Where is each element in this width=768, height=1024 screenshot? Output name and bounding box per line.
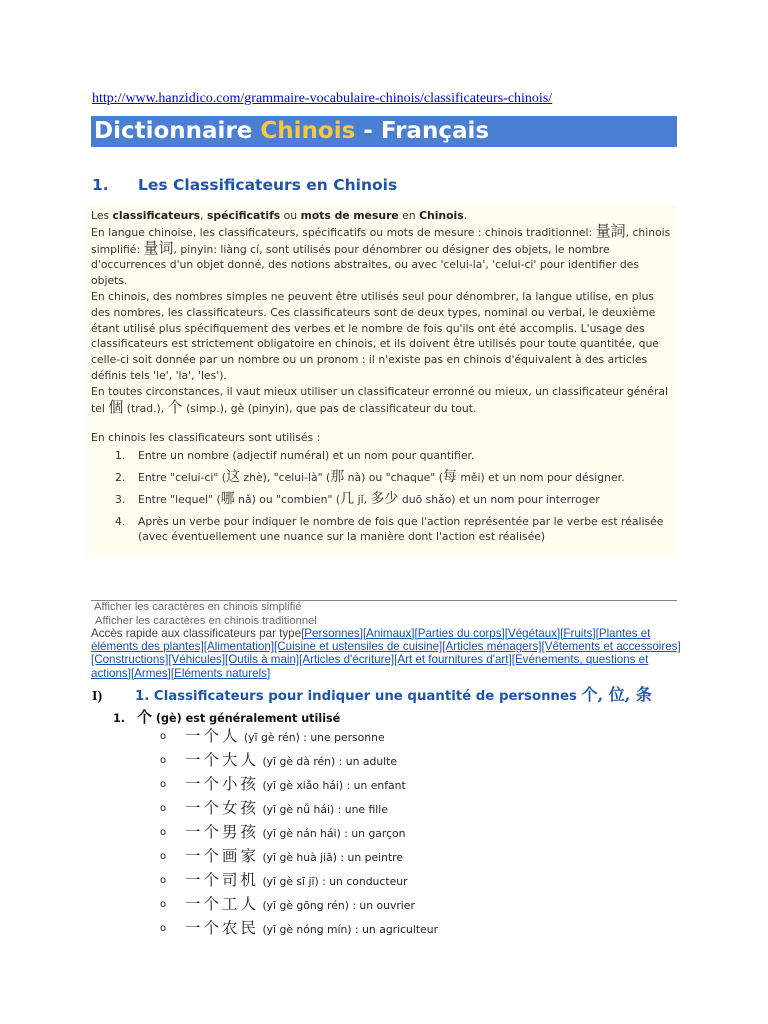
link-vehicules[interactable]: [Véhicules] <box>168 653 226 667</box>
link-parties-du-corps[interactable]: [Parties du corps] <box>414 627 505 640</box>
link-plantes[interactable]: [Plantes et éléments des plantes] <box>91 627 651 654</box>
text: jǐ, <box>354 492 371 506</box>
category-roman-number: I) <box>92 689 103 704</box>
example-meaning: : un enfant <box>346 779 406 792</box>
example-hanzi: 一个女孩 <box>185 799 260 817</box>
example-meaning: : un conducteur <box>322 875 408 888</box>
hanzi: 个 <box>167 397 183 416</box>
bullet: o <box>160 875 167 886</box>
usage-item <box>91 492 674 508</box>
example-pinyin: (yī gè sī jī) <box>262 875 319 888</box>
hanzi: 那 <box>330 468 345 485</box>
section-title: Les Classificateurs en Chinois <box>138 176 398 194</box>
text: duō shǎo) et un nom pour interroger <box>398 492 600 506</box>
bullet: o <box>160 923 167 934</box>
example-pinyin: (yī gè huà jiā) <box>262 851 337 864</box>
banner-text-dictionnaire: Dictionnaire <box>94 118 261 144</box>
item-text: Entre un nombre (adjectif numéral) et un nom pour quantifier. <box>138 449 475 463</box>
text: nà) ou "chaque" ( <box>344 470 443 484</box>
usage-intro: En chinois les classificateurs sont utilisés : <box>91 431 321 445</box>
example-item <box>160 796 388 818</box>
example-meaning: : un peintre <box>340 851 404 864</box>
subsection-number: 1. <box>113 712 126 725</box>
example-item <box>160 772 406 794</box>
example-hanzi: 一个小孩 <box>185 775 260 793</box>
usage-item <box>91 514 674 546</box>
item-number: 4. <box>115 514 126 528</box>
bullet: o <box>160 779 167 790</box>
item-text: Après un verbe pour indiquer le nombre de fois que l'action représentée par le verbe est réalisée (avec éventuellement une nuance sur la manière dont l'action est réalisée) <box>138 514 664 544</box>
example-meaning: : un ouvrier <box>352 899 415 912</box>
text: měi) et un nom pour désigner. <box>456 470 625 484</box>
example-hanzi: 一个画家 <box>185 847 260 865</box>
text: En langue chinoise, les classificateurs, spécificatifs ou mots de mesure : chinois traditionnel: <box>91 225 596 239</box>
example-hanzi: 一个工人 <box>185 895 260 913</box>
text: Entre "celui-ci" ( <box>138 470 227 484</box>
text: En toutes circonstances, il vaut mieux utiliser un classificateur erronné ou mieux, un classificateur général tel <box>91 384 668 415</box>
bullet: o <box>160 755 167 766</box>
example-item <box>160 868 408 890</box>
example-meaning: : une personne <box>303 731 385 744</box>
example-pinyin: (yī gè dà rén) <box>262 755 336 768</box>
link-outils[interactable]: [Outils à main] <box>225 653 300 667</box>
usage-item <box>91 448 674 464</box>
link-articles-menagers[interactable]: [Articles ménagers] <box>442 640 542 654</box>
display-options <box>94 601 317 628</box>
example-item <box>160 820 406 842</box>
link-alimentation[interactable]: [Alimentation] <box>203 640 275 654</box>
example-pinyin: (yī gè rén) <box>243 731 300 744</box>
classifier-hanzi: 个 <box>137 708 153 726</box>
example-hanzi: 一个大人 <box>185 751 260 769</box>
term-mots-de-mesure: mots de mesure <box>300 209 399 222</box>
quick-access <box>91 627 681 680</box>
link-fruits[interactable]: [Fruits] <box>560 627 596 640</box>
section-number: 1. <box>92 176 109 194</box>
link-vetements[interactable]: [Vêtements et accessoires] <box>541 640 681 654</box>
usage-list <box>91 448 674 545</box>
link-personnes[interactable]: [Personnes] <box>301 627 363 640</box>
hanzi: 個 <box>108 397 124 416</box>
example-item <box>160 892 415 914</box>
text: zhè), "celui-là" ( <box>240 470 331 484</box>
term-classificateurs: classificateurs <box>112 209 201 222</box>
example-item <box>160 748 397 770</box>
term-specificatifs: spécificatifs <box>206 209 281 222</box>
option-traditional-link[interactable]: Afficher les caractères en chinois traditionnel <box>95 614 317 627</box>
intro-line-1 <box>91 208 674 224</box>
text: (simp.), gè (pinyin), que pas de classificateur du tout. <box>182 401 477 415</box>
link-art[interactable]: [Art et fournitures d'art] <box>394 653 512 667</box>
link-constructions[interactable]: [Constructions] <box>91 653 169 667</box>
example-item <box>160 844 403 866</box>
example-meaning: : un adulte <box>338 755 398 768</box>
hanzi-traditional: 量詞 <box>595 221 626 240</box>
text: (trad.), <box>123 401 168 415</box>
text: Les <box>91 209 113 222</box>
text: , pinyin: liàng cí, sont utilisés pour dénombrer ou désigner des objets, le nombre d'occurrences d'un objet donné, des notions abstraites, ou avec 'celui-la', 'celui-ci' pour identifier des objets. <box>91 242 639 288</box>
hanzi: 哪 <box>220 490 235 507</box>
hanzi: 每 <box>442 468 457 485</box>
bullet: o <box>160 851 167 862</box>
quick-access-label: Accès rapide aux classificateurs par type <box>91 627 302 640</box>
example-hanzi: 一个人 <box>185 727 241 745</box>
example-meaning: : une fille <box>337 803 388 816</box>
example-pinyin: (yī gè nán hái) <box>262 827 341 840</box>
hanzi-simplified: 量词 <box>143 238 174 257</box>
usage-item <box>91 470 674 486</box>
link-cuisine[interactable]: [Cuisine et ustensiles de cuisine] <box>274 640 443 654</box>
text: , chinois simplifié: <box>91 225 671 256</box>
banner-text-francais: - Français <box>355 118 490 144</box>
text: nǎ) ou "combien" ( <box>234 492 341 506</box>
link-animaux[interactable]: [Animaux] <box>362 627 415 640</box>
example-hanzi: 一个男孩 <box>185 823 260 841</box>
item-number: 1. <box>115 449 126 463</box>
example-meaning: : un agriculteur <box>355 923 439 936</box>
item-number: 2. <box>115 470 126 484</box>
option-simplified-link[interactable]: Afficher les caractères en chinois simplifié <box>94 601 302 613</box>
intro-box <box>87 205 678 557</box>
term-chinois: Chinois <box>419 209 464 222</box>
section-heading <box>92 176 397 194</box>
bullet: o <box>160 731 167 742</box>
category-heading <box>92 682 692 705</box>
item-number: 3. <box>115 492 126 506</box>
intro-paragraph-usage: En chinois, des nombres simples ne peuvent être utilisés seul pour dénombrer, la langue utilise, en plus des nombres, les classificateurs. Ces classificateurs sont de deux types, nominal ou verbal, le deuxième étant utilisé plus spécifiquement des verbes et le nombre de fois qu'ils ont été accomplis. L'usage des classificateurs est strictement obligatoire en chinois, et ils doivent être utilisés pour toute quantitée, que celle-ci soit donnée par un nombre ou un pronom : il n'existe pas en chinois d'équivalent à des articles définis tels 'le', 'la', 'les'). <box>91 289 659 382</box>
banner-text-chinois: Chinois <box>260 118 356 144</box>
bullet: o <box>160 827 167 838</box>
example-hanzi: 一个司机 <box>185 871 260 889</box>
example-pinyin: (yī gè nǚ hái) <box>262 803 335 816</box>
bullet: o <box>160 899 167 910</box>
example-hanzi: 一个农民 <box>185 919 260 937</box>
link-armes[interactable]: [Armes] <box>130 666 171 680</box>
link-articles-ecriture[interactable]: [Articles d'écriture] <box>299 653 395 667</box>
text: Entre "lequel" ( <box>138 492 221 506</box>
source-url-link[interactable]: http://www.hanzidico.com/grammaire-vocabulaire-chinois/classificateurs-chinois/ <box>92 91 553 106</box>
example-meaning: : un garçon <box>344 827 406 840</box>
link-vegetaux[interactable]: [Végétaux] <box>504 627 561 640</box>
hanzi: 这 <box>226 468 241 485</box>
link-elements-naturels[interactable]: [Eléments naturels] <box>170 666 271 680</box>
example-item <box>160 724 385 746</box>
text: . <box>463 209 468 222</box>
intro-paragraph-definition <box>91 221 674 289</box>
subsection-text: (gè) est généralement utilisé <box>152 712 341 725</box>
text: , <box>200 209 207 222</box>
example-pinyin: (yī gè gōng rén) <box>262 899 349 912</box>
example-pinyin: (yī gè xiǎo hái) <box>262 779 344 792</box>
category-classifiers: 个, 位, 条 <box>581 685 652 704</box>
category-title: 1. Classificateurs pour indiquer une quantité de personnes <box>135 689 582 704</box>
intro-paragraph-advice <box>91 384 674 417</box>
hanzi: 多少 <box>370 490 399 507</box>
example-item <box>160 916 438 938</box>
text: en <box>398 209 420 222</box>
bullet: o <box>160 803 167 814</box>
link-evenements[interactable]: [Evénements, questions et actions] <box>91 653 649 680</box>
example-pinyin: (yī gè nóng mín) <box>262 923 352 936</box>
hanzi: 几 <box>340 490 355 507</box>
site-banner <box>91 116 677 147</box>
text: ou <box>280 209 301 222</box>
